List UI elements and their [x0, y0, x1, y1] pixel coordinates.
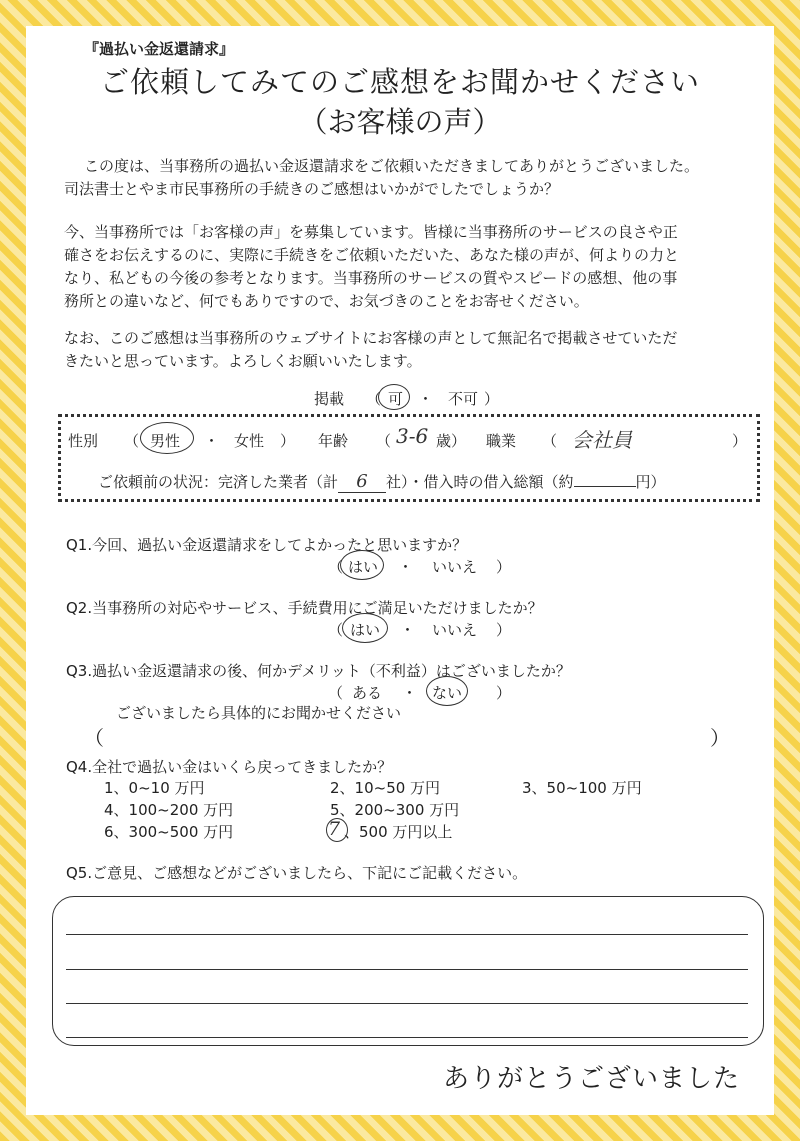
q1-dot: ・ — [398, 558, 414, 576]
q4-option-2[interactable]: 2、10~50 万円 — [330, 779, 441, 797]
q4-option-5[interactable]: 5、200~300 万円 — [330, 801, 460, 819]
gender-male-circle — [140, 422, 194, 454]
amount-value[interactable] — [574, 470, 636, 487]
status-row — [98, 470, 666, 493]
intro-p1-line1: この度は、当事務所の過払い金返還請求をご依頼いただきましてありがとうございました。 — [84, 157, 700, 175]
q2-text: Q2.当事務所の対応やサービス、手続費用にご満足いただけましたか？ — [66, 599, 543, 617]
q3-detail-open: （ — [84, 726, 104, 750]
publish-ng-option[interactable]: 不可 — [448, 390, 479, 408]
q3-yes-option[interactable]: ある — [352, 684, 383, 702]
intro-p2-line4: 務所との違いなど、何でもありですので、お気づきのことをお寄せください。 — [64, 292, 589, 310]
job-close: ） — [732, 432, 748, 450]
gender-dot: ・ — [204, 432, 220, 450]
gender-female-option[interactable]: 女性 — [234, 432, 265, 450]
q4-option-7[interactable]: 、500 万円以上 — [344, 823, 453, 841]
q2-close: ） — [496, 621, 512, 639]
q3-detail-close: ） — [710, 726, 730, 750]
gender-label: 性別 — [68, 432, 99, 450]
thanks-message: ありがとうございました — [442, 1064, 740, 1094]
age-open: （ — [376, 432, 392, 450]
publish-close: ） — [484, 390, 500, 408]
q1-close: ） — [496, 558, 512, 576]
page-title: ご依頼してみてのご感想をお聞かせください — [99, 65, 700, 99]
form-subtitle: 『過払い金返還請求』 — [84, 40, 235, 58]
q1-yes-circle — [340, 550, 384, 580]
q5-text: Q5.ご意見、ご感想などがございましたら、下記にご記載ください。 — [66, 864, 528, 882]
intro-p2-line1: 今、当事務所では「お客様の声」を募集しています。皆様に当事務所のサービスの良さや正 — [64, 223, 678, 241]
q2-open: （ — [328, 621, 344, 639]
q4-option-3[interactable]: 3、50~100 万円 — [522, 779, 642, 797]
status-prefix: ご依頼前の状況：完済した業者（計 — [98, 473, 339, 491]
q3-close: ） — [496, 684, 512, 702]
publish-open: （ — [366, 390, 382, 408]
intro-p1-line2: 司法書士とやま市民事務所の手続きのご感想はいかがでしたでしょうか？ — [64, 180, 560, 198]
intro-p2-line2: 確さをお伝えするのに、実際に手続きをご依頼いただいた、あなた様の声が、何よりの力と — [64, 246, 680, 264]
publish-label: 掲載 — [314, 390, 345, 408]
q2-no-option[interactable]: いいえ — [432, 621, 478, 639]
comment-line-4 — [66, 1037, 748, 1038]
q1-text: Q1.今回、過払い金返還請求をしてよかったと思いますか？ — [66, 536, 468, 554]
q2-dot: ・ — [400, 621, 416, 639]
age-label: 年齢 — [318, 432, 349, 450]
gender-male-option[interactable]: 男性 — [150, 432, 181, 450]
intro-p3-line1: なお、このご感想は当事務所のウェブサイトにお客様の声として無記名で掲載させていただ — [64, 329, 678, 347]
status-suffix: 円） — [635, 473, 666, 491]
q4-selected-mark: 7 — [328, 818, 341, 840]
publish-ok-circle — [378, 384, 410, 410]
q1-open: （ — [328, 558, 344, 576]
q3-text: Q3.過払い金返還請求の後、何かデメリット（不利益）はございましたか？ — [66, 662, 571, 680]
companies-value[interactable]: 6 — [338, 471, 386, 493]
age-value[interactable]: 3-6 — [396, 424, 429, 448]
job-value[interactable]: 会社員 — [572, 428, 632, 452]
age-unit: 歳） — [436, 432, 467, 450]
page-title-sub: （お客様の声） — [298, 105, 502, 139]
job-label: 職業 — [486, 432, 517, 450]
comment-box[interactable] — [52, 896, 764, 1046]
intro-p2-line3: なり、私どもの今後の参考となります。当事務所のサービスの質やスピードの感想、他の事 — [64, 269, 678, 287]
q1-no-option[interactable]: いいえ — [432, 558, 478, 576]
comment-line-1 — [66, 934, 748, 935]
q4-option-4[interactable]: 4、100~200 万円 — [104, 801, 234, 819]
publish-dot: ・ — [418, 390, 434, 408]
q3-no-option[interactable]: ない — [432, 684, 463, 702]
q2-yes-option[interactable]: はい — [350, 621, 381, 639]
q3-dot: ・ — [402, 684, 418, 702]
comment-line-3 — [66, 1003, 748, 1004]
q3-no-circle — [426, 676, 468, 706]
intro-p3-line2: きたいと思っています。よろしくお願いいたします。 — [64, 352, 422, 370]
comment-line-2 — [66, 969, 748, 970]
q1-yes-option[interactable]: はい — [348, 558, 379, 576]
gender-close: ） — [280, 432, 296, 450]
q4-option-6[interactable]: 6、300~500 万円 — [104, 823, 234, 841]
q4-option-1[interactable]: 1、0~10 万円 — [104, 779, 205, 797]
q3-open: （ — [328, 684, 344, 702]
q3-detail-prompt: ございましたら具体的にお聞かせください — [116, 704, 402, 722]
q4-text: Q4.全社で過払い金はいくら戻ってきましたか？ — [66, 758, 393, 776]
q2-yes-circle — [342, 613, 388, 643]
publish-ok-option[interactable]: 可 — [388, 390, 404, 408]
job-open: （ — [542, 432, 558, 450]
gender-open: （ — [124, 432, 140, 450]
status-mid: 社）・借入時の借入総額（約 — [386, 473, 574, 491]
